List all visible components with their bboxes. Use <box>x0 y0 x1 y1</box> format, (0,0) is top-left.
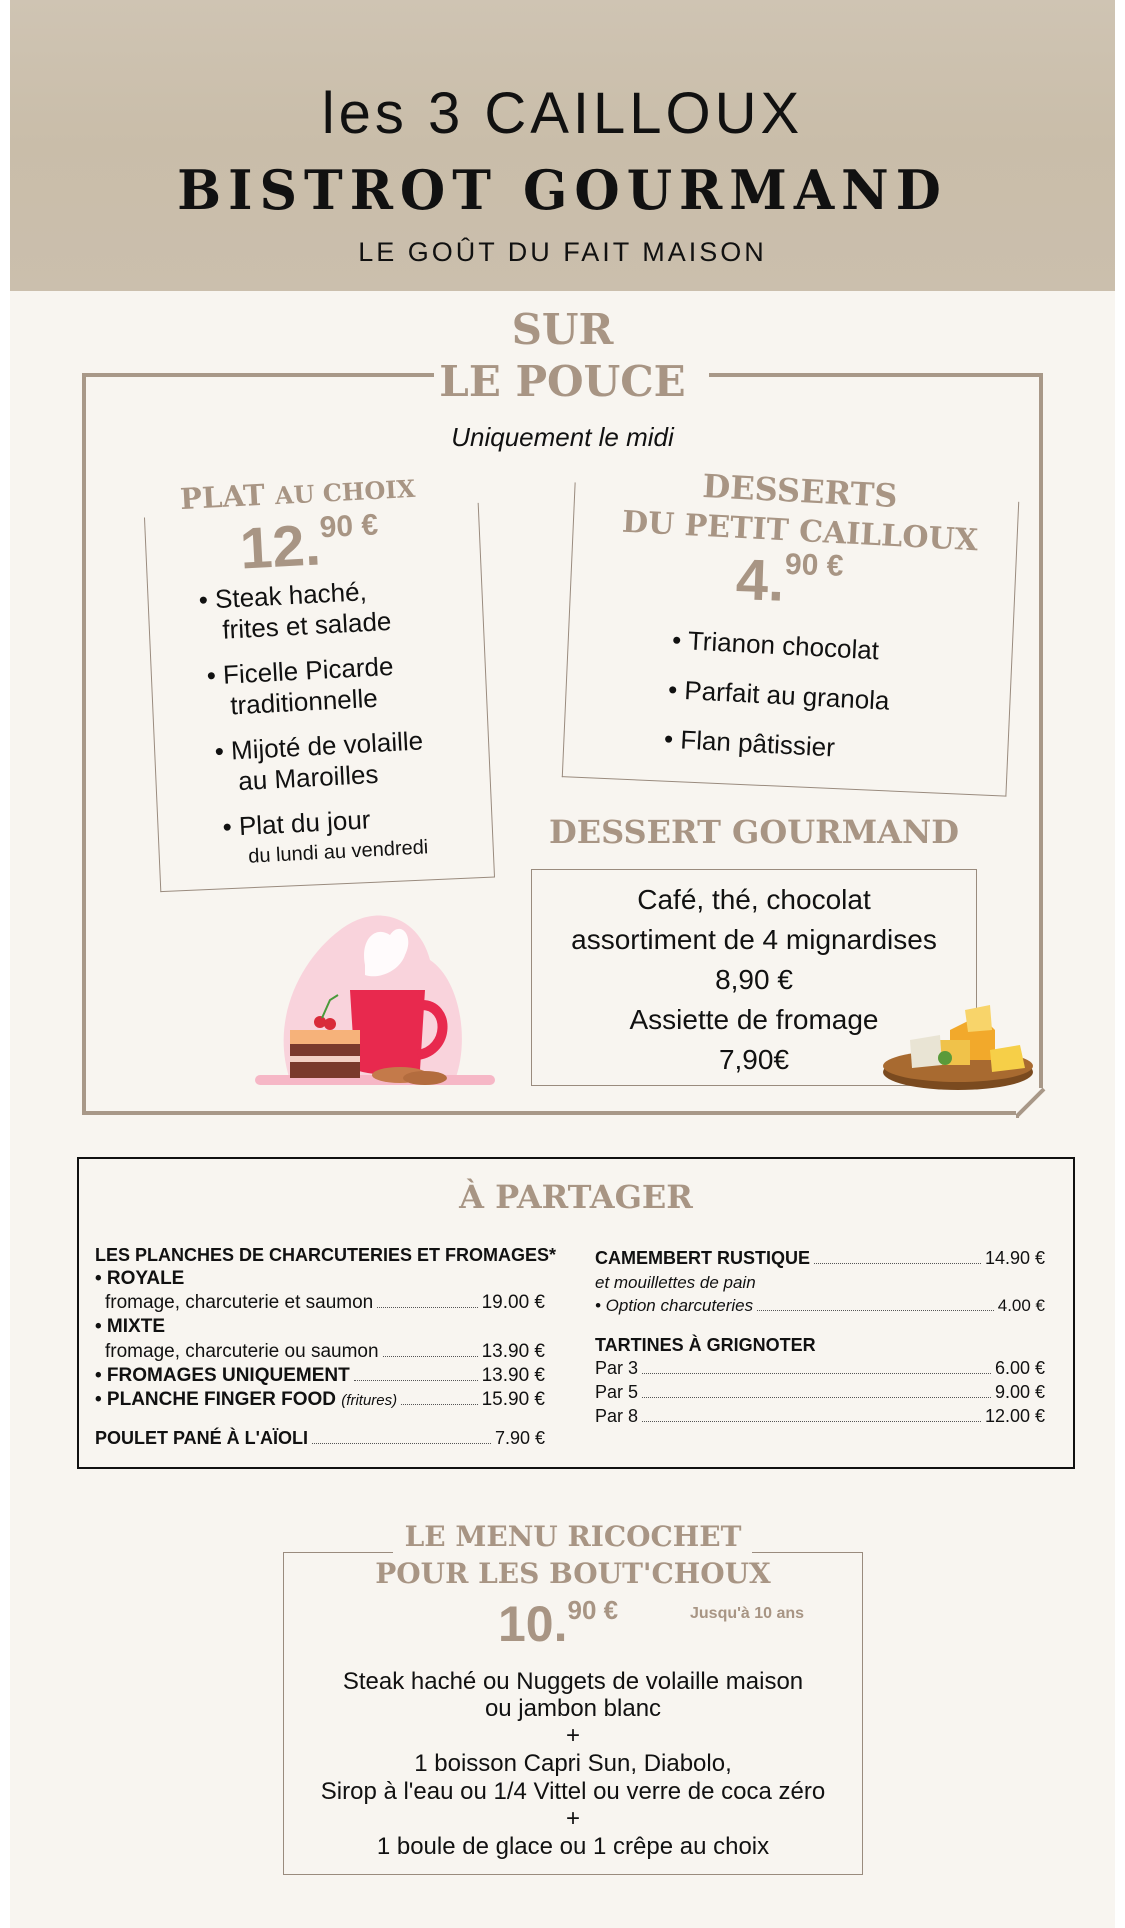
leader-dots <box>814 1263 981 1264</box>
fromages-row <box>95 1365 545 1387</box>
finger-label: • PLANCHE FINGER FOOD <box>95 1389 336 1410</box>
finger-food-row <box>95 1389 545 1411</box>
desserts-price-cents: 90 € <box>784 547 844 583</box>
plat-price-cents: 90 € <box>318 508 379 545</box>
age-limit: Jusqu'à 10 ans <box>690 1605 805 1622</box>
leader-dots <box>383 1356 478 1357</box>
dessert-item: • Trianon chocolat <box>671 624 880 666</box>
section-title-sur: SUR <box>511 305 614 354</box>
leader-dots <box>401 1404 477 1405</box>
poulet-price: 7.90 € <box>494 1428 545 1448</box>
camembert-price: 14.90 € <box>984 1248 1045 1268</box>
dessert-gourmand-title: DESSERT GOURMAND <box>549 813 959 851</box>
tartine-price: 9.00 € <box>994 1382 1045 1402</box>
mixte-price: 13.90 € <box>481 1341 545 1362</box>
ricochet-subtitle: POUR LES BOUT'CHOUX <box>375 1557 771 1590</box>
plat-item-detail: frites et salade <box>221 605 393 645</box>
royale-price: 19.00 € <box>481 1292 545 1313</box>
plat-item: • Plat du jour <box>221 804 372 843</box>
plat-title-b: AU CHOIX <box>274 473 416 511</box>
leader-dots <box>377 1307 477 1308</box>
tartine-label: Par 8 <box>595 1406 639 1426</box>
ricochet-price-main: 10. <box>498 1596 568 1652</box>
fromages-price: 13.90 € <box>481 1365 545 1386</box>
section-title-le-pouce: LE POUCE <box>439 357 686 406</box>
leader-dots <box>757 1310 994 1311</box>
leader-dots <box>642 1373 991 1374</box>
camembert-desc: et mouillettes de pain <box>595 1273 756 1292</box>
ricochet-price <box>498 1595 618 1653</box>
dessert-item: • Flan pâtissier <box>663 723 836 763</box>
plat-item-detail: traditionnelle <box>229 682 379 721</box>
tartine-price: 12.00 € <box>984 1406 1045 1426</box>
restaurant-name: les 3 CAILLOUX <box>321 81 804 146</box>
tartines-title: TARTINES À GRIGNOTER <box>595 1335 816 1355</box>
plat-price-main: 12. <box>238 512 323 582</box>
tagline: LE GOÛT DU FAIT MAISON <box>358 237 767 267</box>
royale-row <box>105 1292 545 1314</box>
plat-item-detail: du lundi au vendredi <box>247 836 429 868</box>
mixte-desc: fromage, charcuterie ou saumon <box>105 1341 379 1362</box>
leader-dots <box>312 1443 491 1444</box>
plat-price <box>238 508 380 582</box>
option-label: • Option charcuteries <box>595 1296 754 1315</box>
desserts-title: DESSERTS <box>701 466 899 516</box>
gourmand-line: assortiment de 4 mignardises <box>571 924 937 955</box>
gourmand-price: 7,90€ <box>718 1044 790 1075</box>
fromages-label: • FROMAGES UNIQUEMENT <box>95 1365 350 1386</box>
option-price: 4.00 € <box>997 1296 1045 1315</box>
poulet-row <box>95 1428 545 1449</box>
tartine-row <box>595 1406 1045 1427</box>
royale-label: • ROYALE <box>95 1268 185 1289</box>
tartine-label: Par 3 <box>595 1358 639 1378</box>
ricochet-title: LE MENU RICOCHET <box>404 1520 742 1553</box>
mixte-label: • MIXTE <box>95 1316 165 1337</box>
plat-item: • Mijoté de volaille <box>213 725 424 767</box>
restaurant-subtitle: BISTROT GOURMAND <box>177 158 948 223</box>
ricochet-line: Sirop à l'eau ou 1/4 Vittel ou verre de coca zéro <box>320 1778 826 1805</box>
royale-desc: fromage, charcuterie et saumon <box>105 1292 374 1313</box>
desserts-subtitle: DU PETIT CAILLOUX <box>621 504 979 559</box>
tartine-price: 6.00 € <box>994 1358 1045 1378</box>
option-row <box>595 1296 1045 1316</box>
mixte-row <box>105 1341 545 1363</box>
desserts-price-main: 4. <box>734 547 786 614</box>
ricochet-price-cents: 90 € <box>567 1595 619 1625</box>
camembert-label: CAMEMBERT RUSTIQUE <box>595 1248 810 1268</box>
camembert-row <box>595 1248 1045 1269</box>
plat-items <box>198 574 429 875</box>
ricochet-line: 1 boisson Capri Sun, Diabolo, <box>414 1750 732 1777</box>
ricochet-line: Steak haché ou Nuggets de volaille maison <box>342 1668 804 1695</box>
leader-dots <box>642 1397 991 1398</box>
tartine-label: Par 5 <box>595 1382 639 1402</box>
plat-item: • Steak haché, <box>198 576 368 615</box>
dessert-item: • Parfait au granola <box>667 674 891 716</box>
plat-title-a: PLAT <box>179 477 266 517</box>
a-partager-title: À PARTAGER <box>459 1178 693 1216</box>
ricochet-plus: + <box>565 1805 580 1832</box>
coffee-cake-illustration <box>250 900 500 1090</box>
finger-price: 15.90 € <box>481 1389 545 1410</box>
plat-item: • Ficelle Picarde <box>205 650 395 691</box>
gourmand-line: Assiette de fromage <box>629 1004 879 1035</box>
ricochet-line: ou jambon blanc <box>484 1695 662 1722</box>
leader-dots <box>642 1421 981 1422</box>
tartine-row <box>595 1382 1045 1403</box>
ricochet-plus: + <box>565 1722 580 1749</box>
desserts-price <box>735 546 844 617</box>
poulet-label: POULET PANÉ À L'AÏOLI <box>95 1428 308 1448</box>
tartine-row <box>595 1358 1045 1379</box>
plat-item-detail: au Maroilles <box>237 758 380 797</box>
lunch-only-note: Uniquement le midi <box>451 422 674 452</box>
leader-dots <box>354 1380 478 1381</box>
ricochet-line: 1 boule de glace ou 1 crêpe au choix <box>376 1833 770 1860</box>
cheese-platter-illustration <box>880 1000 1040 1095</box>
gourmand-price: 8,90 € <box>715 964 793 995</box>
planches-title: LES PLANCHES DE CHARCUTERIES ET FROMAGES* <box>95 1245 557 1265</box>
finger-note: (fritures) <box>341 1392 398 1409</box>
gourmand-line: Café, thé, chocolat <box>637 884 871 915</box>
